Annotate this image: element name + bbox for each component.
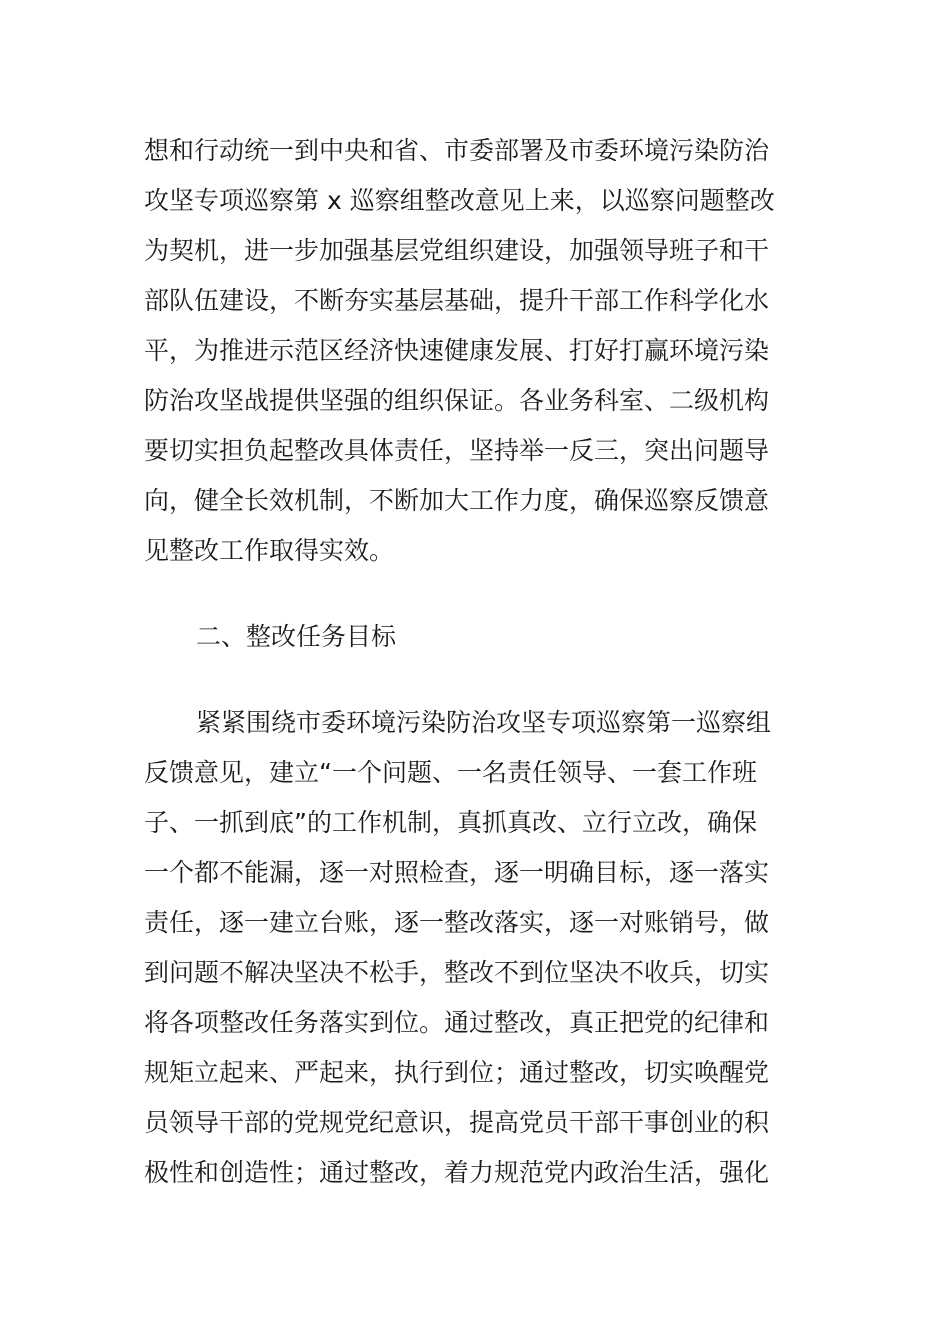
text-line: 防治攻坚战提供坚强的组织保证。各业务科室、二级机构 [144, 386, 770, 415]
paragraph-continuation [144, 126, 794, 576]
section-heading: 二、整改任务目标 [196, 622, 397, 651]
text-line: 反馈意见，建立“一个问题、一名责任领导、一套工作班 [144, 758, 757, 787]
text-line: 见整改工作取得实效。 [144, 536, 395, 565]
text-line: 平，为推进示范区经济快速健康发展、打好打赢环境污染 [144, 336, 770, 365]
text-line: 向，健全长效机制，不断加大工作力度，确保巡察反馈意 [144, 486, 770, 515]
text-line: 紧紧围绕市委环境污染防治攻坚专项巡察第一巡察组 [196, 708, 772, 737]
text-line: 为契机，进一步加强基层党组织建设，加强领导班子和干 [144, 236, 770, 265]
text-line: 要切实担负起整改具体责任，坚持举一反三，突出问题导 [144, 436, 770, 465]
text-line: 责任，逐一建立台账，逐一整改落实，逐一对账销号，做 [144, 908, 770, 937]
section-heading-block [144, 612, 794, 662]
text-line: 一个都不能漏，逐一对照检查，逐一明确目标，逐一落实 [144, 858, 770, 887]
document-body [144, 126, 794, 1198]
paragraph-task-goals [144, 698, 794, 1198]
text-line: 子、一抓到底”的工作机制，真抓真改、立行立改，确保 [144, 808, 757, 837]
text-line: 部队伍建设，不断夯实基层基础，提升干部工作科学化水 [144, 286, 770, 315]
text-line: 极性和创造性；通过整改，着力规范党内政治生活，强化 [144, 1158, 770, 1187]
text-line: 到问题不解决坚决不松手，整改不到位坚决不收兵，切实 [144, 958, 770, 987]
text-line: 想和行动统一到中央和省、市委部署及市委环境污染防治 [144, 136, 770, 165]
text-line: 攻坚专项巡察第 x 巡察组整改意见上来，以巡察问题整改 [144, 186, 775, 215]
text-line: 将各项整改任务落实到位。通过整改，真正把党的纪律和 [144, 1008, 770, 1037]
text-line: 规矩立起来、严起来，执行到位；通过整改，切实唤醒党 [144, 1058, 770, 1087]
text-line: 员领导干部的党规党纪意识，提高党员干部干事创业的积 [144, 1108, 770, 1137]
